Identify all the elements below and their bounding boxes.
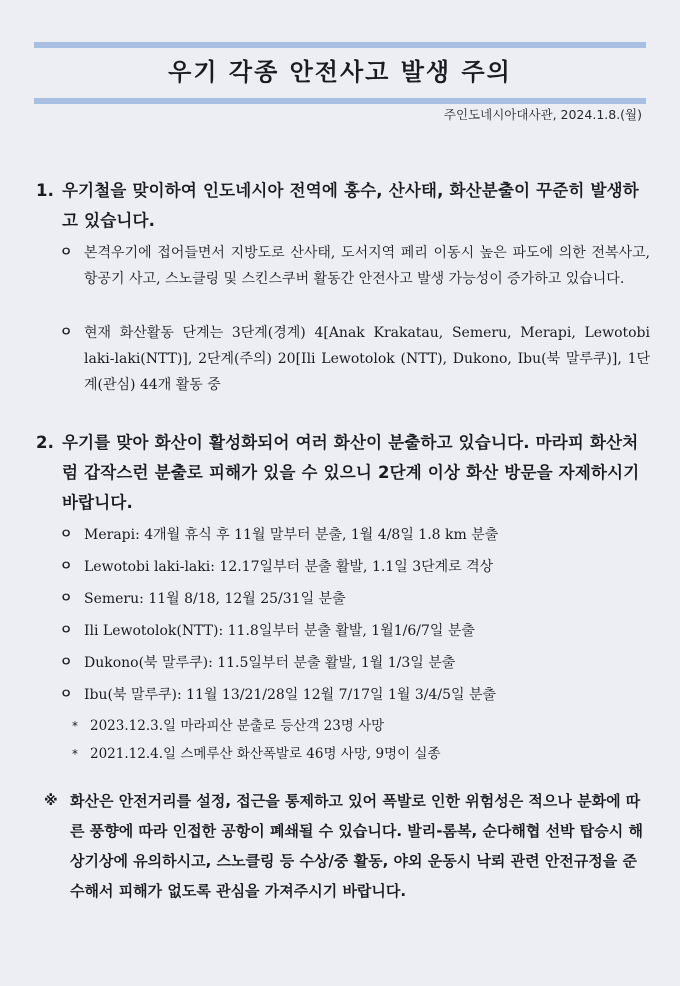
section2-item — [58, 522, 650, 548]
reference-mark-icon: ※ — [44, 793, 58, 809]
circle-bullet-icon: ㅇ — [59, 245, 73, 260]
title-bottom-rule — [34, 98, 646, 104]
issuer-date: 주인도네시아대사관, 2024.1.8.(월) — [443, 107, 642, 122]
section1-item — [58, 240, 650, 292]
section2-item — [58, 618, 650, 644]
section2-item — [58, 682, 650, 708]
section2-heading-text: 우기를 맞아 화산이 활성화되어 여러 화산이 분출하고 있습니다. 마라피 화산처럼 갑작스런 분출로 피해가 있을 수 있으니 2단계 이상 화산 방문을 자제하시기 바랍니다. — [62, 433, 640, 512]
asterisk-icon: * — [72, 719, 78, 733]
circle-bullet-icon: ㅇ — [59, 325, 73, 340]
section2-note — [72, 742, 642, 766]
section2-item — [58, 586, 650, 612]
circle-bullet-icon: ㅇ — [59, 559, 73, 574]
section1-item — [58, 320, 650, 398]
section2-number: 2. — [36, 433, 55, 452]
circle-bullet-icon: ㅇ — [59, 687, 73, 702]
circle-bullet-icon: ㅇ — [59, 655, 73, 670]
circle-bullet-icon: ㅇ — [59, 591, 73, 606]
section2-item-text: Ibu(북 말루쿠): 11월 13/21/28일 12월 7/17일 1월 3/4/5일 분출 — [84, 687, 497, 703]
section1-heading — [36, 176, 642, 236]
section1-item-text: 본격우기에 접어들면서 지방도로 산사태, 도서지역 페리 이동시 높은 파도에 의한 전복사고, 항공기 사고, 스노클링 및 스킨스쿠버 활동간 안전사고 발생 가능성이 증가하고 있습니다. — [84, 245, 650, 287]
circle-bullet-icon: ㅇ — [59, 623, 73, 638]
section2-item — [58, 650, 650, 676]
section2-item-text: Merapi: 4개월 휴식 후 11월 말부터 분출, 1월 4/8일 1.8 km 분출 — [84, 527, 499, 543]
section2-item-text: Lewotobi laki-laki: 12.17일부터 분출 활발, 1.1일 3단계로 격상 — [84, 559, 494, 575]
section2-item-text: Dukono(북 말루쿠): 11.5일부터 분출 활발, 1월 1/3일 분출 — [84, 655, 456, 671]
section2-note — [72, 714, 642, 738]
closing-notice-text: 화산은 안전거리를 설정, 접근을 통제하고 있어 폭발로 인한 위험성은 적으나 분화에 따른 풍향에 따라 인접한 공항이 폐쇄될 수 있습니다. 발리-롬복, 순다해협 선박 탑승시 해상기상에 유의하시고, 스노클링 등 수상/중 활동, 야외 운동시 낙뢰 관련 안전규정을 준수해서 피해가 없도록 관심을 가져주시기 바랍니다. — [70, 792, 643, 900]
asterisk-icon: * — [72, 747, 78, 761]
section2-heading — [36, 428, 642, 518]
page-title: 우기 각종 안전사고 발생 주의 — [168, 58, 512, 86]
section1-number: 1. — [36, 181, 55, 200]
title-top-rule — [34, 42, 646, 48]
circle-bullet-icon: ㅇ — [59, 527, 73, 542]
closing-notice — [44, 786, 644, 906]
section2-item-text: Ili Lewotolok(NTT): 11.8일부터 분출 활발, 1월1/6/7일 분출 — [84, 623, 475, 639]
section2-item-text: Semeru: 11월 8/18, 12월 25/31일 분출 — [84, 591, 346, 607]
section2-note-text: 2021.12.4.일 스메루산 화산폭발로 46명 사망, 9명이 실종 — [90, 746, 441, 762]
section2-item — [58, 554, 650, 580]
section1-heading-text: 우기철을 맞이하여 인도네시아 전역에 홍수, 산사태, 화산분출이 꾸준히 발생하고 있습니다. — [62, 181, 639, 230]
section2-note-text: 2023.12.3.일 마라피산 분출로 등산객 23명 사망 — [90, 718, 385, 734]
section1-item-text: 현재 화산활동 단계는 3단계(경계) 4[Anak Krakatau, Semeru, Merapi, Lewotobi laki-laki(NTT)], 2단계(주의) 20[Ili Lewotolok (NTT), Dukono, Ibu(북 말루쿠)], 1단계(관심) 44개 활동 중 — [84, 325, 650, 393]
